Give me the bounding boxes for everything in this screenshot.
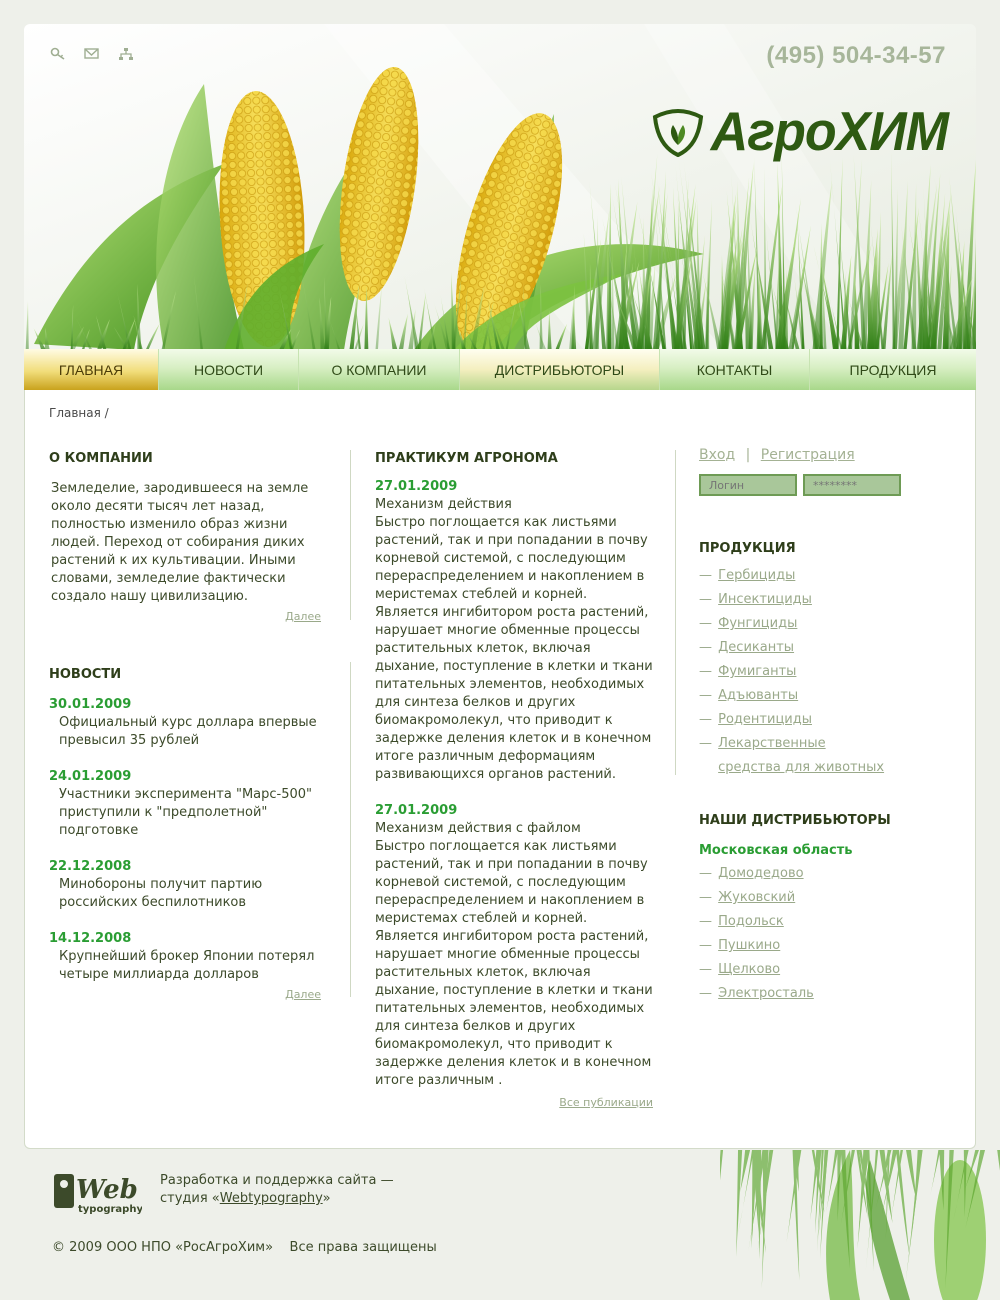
content-area	[24, 390, 976, 1149]
dev-text: Разработка и поддержка сайта —	[160, 1173, 394, 1188]
news-date: 30.01.2009	[49, 697, 132, 712]
studio-prefix: студия «	[160, 1191, 220, 1206]
news-item	[49, 858, 321, 912]
article-date: 27.01.2009	[375, 479, 458, 494]
logo-sub-text: typography	[78, 1204, 142, 1215]
products-title: ПРОДУКЦИЯ	[699, 541, 796, 556]
news-text[interactable]: Официальный курс доллара впервые превысил 35 рублей	[59, 715, 317, 748]
news-date: 24.01.2009	[49, 769, 132, 784]
article-date: 27.01.2009	[375, 803, 458, 818]
sitemap-icon[interactable]	[118, 46, 134, 60]
product-link[interactable]: Родентициды	[718, 712, 812, 727]
product-link[interactable]: Лекарственные средства для животных	[718, 736, 885, 775]
news-text[interactable]: Минобороны получит партию российских беспилотников	[59, 877, 263, 910]
site-logo[interactable]	[651, 102, 948, 162]
news-date: 22.12.2008	[49, 859, 132, 874]
shield-leaf-icon	[651, 107, 705, 157]
main-nav	[24, 349, 976, 390]
list-item: — Жуковский	[699, 890, 796, 905]
nav-item-news[interactable]: НОВОСТИ	[159, 349, 299, 390]
password-input[interactable]	[803, 474, 901, 496]
product-link[interactable]: Фунгициды	[718, 616, 798, 631]
footer-grass	[720, 1150, 1000, 1300]
list-item: — Домодедово	[699, 866, 804, 881]
about-title: О КОМПАНИИ	[49, 451, 153, 466]
list-item: — Гербициды	[699, 568, 796, 583]
list-item: — Родентициды	[699, 712, 812, 727]
breadcrumb: Главная /	[49, 406, 109, 420]
practicum-title: ПРАКТИКУМ АГРОНОМА	[375, 451, 558, 466]
about-text: Земледелие, зародившееся на земле около десяти тысяч лет назад, полностью изменило образ жизни людей. Переход от собирания диких растений к их культивации. Иными словами, земледелие фактически создало нашу цивилизацию.	[51, 481, 309, 604]
article-subtitle[interactable]: Механизм действия	[375, 497, 512, 512]
distributor-link[interactable]: Жуковский	[718, 890, 796, 905]
list-item: — Щелково	[699, 962, 781, 977]
article	[375, 802, 653, 1090]
webtypography-logo[interactable]	[52, 1170, 142, 1220]
list-item: — Лекарственные средства для животных	[699, 732, 955, 780]
divider	[675, 450, 676, 775]
article-text: Быстро поглощается как листьями растений, так и при попадании в почву корневой системой, с последующим перераспределением и накоплением в меристемах стеблей и корней. Является ингибитором роста растений, нарушает многие обменные процессы растительных клеток, включая дыхание, поступление в клетки и ткани питательных элементов, необходимых для синтеза белков и других биомакромолекул, что приводит к задержке деления клеток и в конечном итоге различным .	[375, 839, 653, 1088]
distributors-list	[699, 862, 955, 1006]
studio-link[interactable]: Webtypography	[219, 1191, 323, 1206]
copyright: © 2009 ООО НПО «РосАгроХим» Все права защищены	[52, 1240, 437, 1255]
header-banner	[24, 24, 976, 350]
register-link[interactable]: Регистрация	[760, 447, 855, 463]
news-text[interactable]: Крупнейший брокер Японии потерял четыре миллиарда долларов	[59, 949, 315, 982]
list-item: — Инсектициды	[699, 592, 812, 607]
login-input[interactable]	[699, 474, 797, 496]
news-date: 14.12.2008	[49, 931, 132, 946]
news-text[interactable]: Участники эксперимента "Марс-500" приступили к "предполетной" подготовке	[59, 787, 313, 838]
news-item	[49, 696, 321, 750]
mail-icon[interactable]	[84, 46, 100, 60]
nav-item-contacts[interactable]: КОНТАКТЫ	[660, 349, 810, 390]
right-column	[699, 446, 955, 1006]
news-list	[49, 696, 321, 984]
distributor-link[interactable]: Домодедово	[718, 866, 804, 881]
phone-number: (495) 504-34-57	[766, 42, 946, 69]
logo-main-text: Web	[76, 1175, 138, 1205]
all-publications-link[interactable]: Все публикации	[559, 1096, 653, 1109]
list-item: — Десиканты	[699, 640, 795, 655]
news-item	[49, 768, 321, 840]
news-more-link[interactable]: Далее	[285, 988, 321, 1001]
logo-text: АгроХИМ	[710, 101, 948, 163]
auth-links	[699, 446, 955, 464]
list-item: — Пушкино	[699, 938, 781, 953]
list-item: — Подольск	[699, 914, 784, 929]
corn-illustration	[24, 24, 976, 350]
login-form	[699, 474, 955, 496]
auth-separator: |	[745, 447, 751, 463]
studio-line	[160, 1190, 394, 1208]
nav-item-distributors[interactable]: ДИСТРИБЬЮТОРЫ	[460, 349, 660, 390]
news-item	[49, 930, 321, 984]
about-more-link[interactable]: Далее	[285, 610, 321, 623]
product-link[interactable]: Фумиганты	[718, 664, 797, 679]
product-link[interactable]: Гербициды	[718, 568, 796, 583]
product-link[interactable]: Десиканты	[718, 640, 795, 655]
distributor-link[interactable]: Электросталь	[718, 986, 814, 1001]
middle-column	[375, 450, 653, 1112]
left-column	[49, 450, 321, 1004]
footer-credits	[160, 1172, 394, 1208]
key-icon[interactable]	[50, 46, 66, 60]
news-title: НОВОСТИ	[49, 667, 122, 682]
distributor-region: Московская область	[699, 843, 853, 858]
article-subtitle[interactable]: Механизм действия с файлом	[375, 821, 581, 836]
list-item: — Фунгициды	[699, 616, 798, 631]
nav-item-about[interactable]: О КОМПАНИИ	[299, 349, 460, 390]
products-list	[699, 564, 955, 780]
distributor-link[interactable]: Пушкино	[718, 938, 781, 953]
distributors-title: НАШИ ДИСТРИБЬЮТОРЫ	[699, 813, 891, 828]
list-item: — Адъюванты	[699, 688, 799, 703]
product-link[interactable]: Адъюванты	[718, 688, 799, 703]
login-link[interactable]: Вход	[699, 447, 736, 463]
nav-item-products[interactable]: ПРОДУКЦИЯ	[810, 349, 976, 390]
distributor-link[interactable]: Щелково	[718, 962, 781, 977]
studio-suffix: »	[322, 1191, 331, 1206]
top-icons	[50, 46, 134, 60]
list-item: — Фумиганты	[699, 664, 797, 679]
list-item: — Электросталь	[699, 986, 814, 1001]
divider	[350, 450, 351, 620]
distributor-link[interactable]: Подольск	[718, 914, 784, 929]
product-link[interactable]: Инсектициды	[718, 592, 812, 607]
article-text: Быстро поглощается как листьями растений, так и при попадании в почву корневой системой, с последующим перераспределением и накоплением в меристемах стеблей и корней. Является ингибитором роста растений, нарушает многие обменные процессы растительных клеток, включая дыхание, поступление в клетки и ткани питательных элементов, необходимых для синтеза белков и других биомакромолекул, что приводит к задержке деления клеток и в конечном итоге различным деформациям развивающихся органов растений.	[375, 515, 653, 782]
divider	[350, 662, 351, 997]
article	[375, 478, 653, 784]
nav-item-home[interactable]: ГЛАВНАЯ	[24, 349, 159, 390]
